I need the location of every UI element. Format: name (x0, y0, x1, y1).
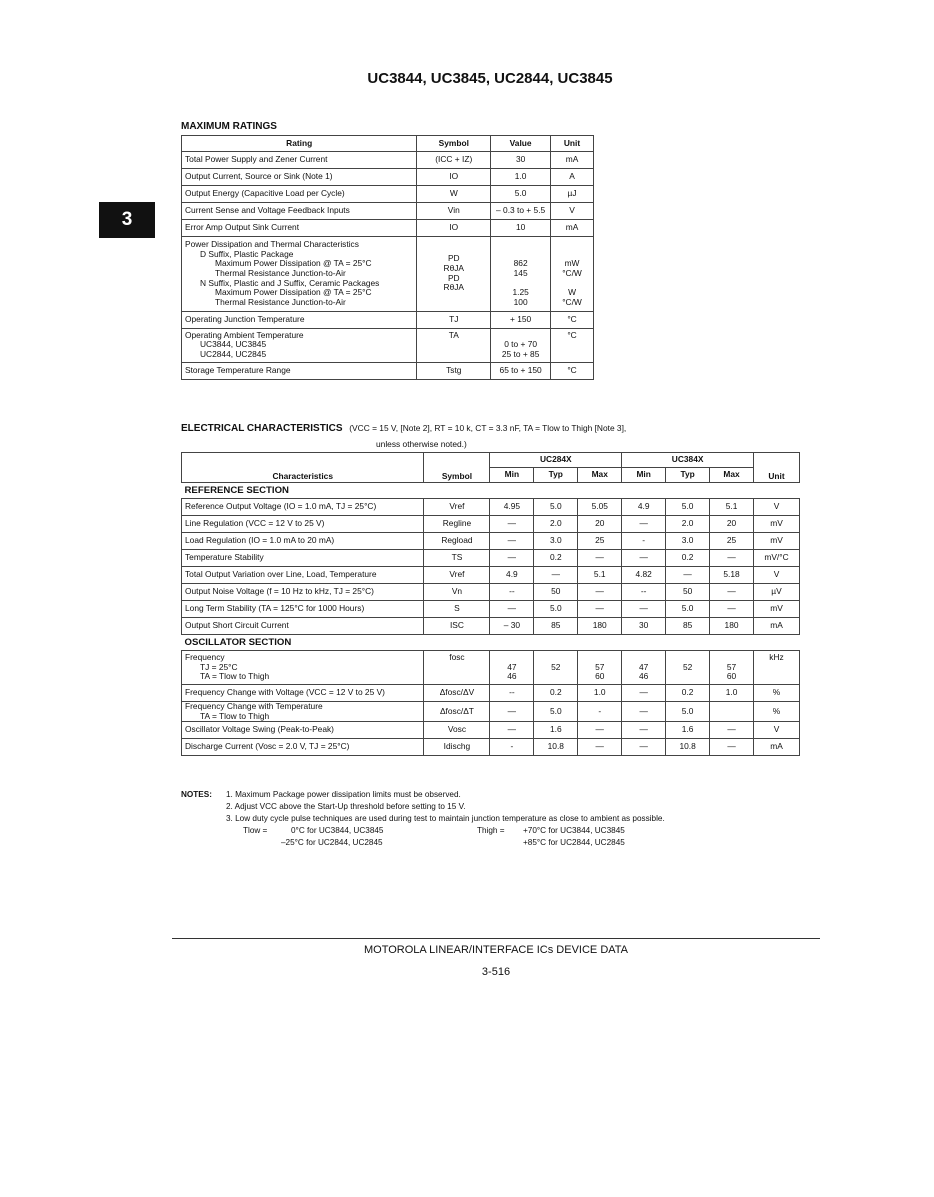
value-cell: 862 145 1.25 100 (491, 237, 551, 312)
value-cell: 30 (491, 152, 551, 169)
value-cell: — (710, 739, 754, 756)
rating-cell: Error Amp Output Sink Current (182, 220, 417, 237)
value-cell: — (490, 533, 534, 550)
unit-cell: % (754, 701, 800, 721)
note-2: 2. Adjust VCC above the Start-Up threshold before setting to 15 V. (226, 802, 466, 811)
value-cell: 85 (666, 618, 710, 635)
rating-cell: Power Dissipation and Thermal Characteristics D Suffix, Plastic Package Maximum Power Dissipation @ TA = 25°C Thermal Resistance Junction-to-Air N Suffix, Plastic and J Suffix, Ceramic Packages Maximum Power Dissipation @ TA = 25°C Thermal Resistance Junction-to-Air (182, 237, 417, 312)
unit-cell: mA (551, 220, 594, 237)
table-row (182, 203, 594, 220)
value-cell: 25 (578, 533, 622, 550)
value-cell: 5.0 (534, 499, 578, 516)
table-row (182, 567, 800, 584)
char-cell: Discharge Current (Vosc = 2.0 V, TJ = 25°C) (182, 739, 424, 756)
value-cell: 2.0 (666, 516, 710, 533)
notes-label: NOTES: (181, 790, 212, 799)
symbol-cell: Regload (424, 533, 490, 550)
value-cell: 5.0 (666, 499, 710, 516)
value-cell: - (578, 701, 622, 721)
unit-cell: °C (551, 328, 594, 362)
max-ratings-table (181, 135, 594, 380)
value-cell: 5.0 (666, 701, 710, 721)
footer-rule (172, 938, 820, 939)
col-header: Typ (666, 468, 710, 483)
value-cell: — (622, 601, 666, 618)
table-row (182, 169, 594, 186)
unit-cell: µJ (551, 186, 594, 203)
unit-cell: mA (754, 618, 800, 635)
value-cell: -- (490, 684, 534, 701)
char-cell: Frequency Change with Voltage (VCC = 12 V to 25 V) (182, 684, 424, 701)
table-row (182, 722, 800, 739)
symbol-cell: Δfosc/ΔV (424, 684, 490, 701)
value-cell: 20 (710, 516, 754, 533)
value-cell: 1.0 (578, 684, 622, 701)
value-cell: 52 (534, 651, 578, 685)
table-header-row (182, 136, 594, 152)
table-row (182, 311, 594, 328)
table-row (182, 618, 800, 635)
table-row (182, 533, 800, 550)
symbol-cell: TA (417, 328, 491, 362)
section-row (182, 483, 800, 499)
symbol-cell: Tstg (417, 362, 491, 379)
value-cell: 57 60 (710, 651, 754, 685)
table-row (182, 152, 594, 169)
symbol-cell: Δfosc/ΔT (424, 701, 490, 721)
char-cell: Output Noise Voltage (f = 10 Hz to kHz, TJ = 25°C) (182, 584, 424, 601)
oscillator-section-label: OSCILLATOR SECTION (182, 635, 800, 651)
table-row-frequency (182, 651, 800, 685)
value-cell: 47 46 (622, 651, 666, 685)
value-cell: — (490, 601, 534, 618)
page-number: 3-516 (481, 966, 511, 978)
value-cell: 4.82 (622, 567, 666, 584)
unit-cell: mA (551, 152, 594, 169)
page-title: UC3844, UC3845, UC2844, UC3845 (367, 70, 613, 87)
value-cell: 5.0 (534, 601, 578, 618)
symbol-cell: Regline (424, 516, 490, 533)
value-cell: — (578, 739, 622, 756)
oscillator-rows (182, 684, 800, 755)
value-cell: — (578, 584, 622, 601)
tlow-line-2: –25°C for UC2844, UC2845 (281, 838, 383, 847)
table-row (182, 550, 800, 567)
value-cell: 5.18 (710, 567, 754, 584)
unit-cell: V (551, 203, 594, 220)
unit-cell: V (754, 567, 800, 584)
table-row-ambient (182, 328, 594, 362)
value-cell: 0.2 (534, 550, 578, 567)
value-cell: + 150 (491, 311, 551, 328)
value-cell: 4.95 (490, 499, 534, 516)
char-cell: Temperature Stability (182, 550, 424, 567)
symbol-cell: IO (417, 220, 491, 237)
max-ratings-heading: MAXIMUM RATINGS (181, 121, 277, 132)
rating-cell: Storage Temperature Range (182, 362, 417, 379)
value-cell: 4.9 (490, 567, 534, 584)
char-cell: Oscillator Voltage Swing (Peak-to-Peak) (182, 722, 424, 739)
value-cell: - (490, 739, 534, 756)
value-cell: 10.8 (666, 739, 710, 756)
symbol-cell: fosc (424, 651, 490, 685)
char-cell: Reference Output Voltage (IO = 1.0 mA, TJ = 25°C) (182, 499, 424, 516)
reference-section-label: REFERENCE SECTION (182, 483, 800, 499)
note-3: 3. Low duty cycle pulse techniques are used during test to maintain junction temperature as close to ambient as possible. (226, 814, 665, 823)
col-header: Min (490, 468, 534, 483)
unit-cell: °C (551, 311, 594, 328)
unit-cell: µV (754, 584, 800, 601)
table-row (182, 499, 800, 516)
section-row (182, 635, 800, 651)
table-row (182, 220, 594, 237)
unit-cell: A (551, 169, 594, 186)
note-1: 1. Maximum Package power dissipation limits must be observed. (226, 790, 461, 799)
unit-cell: mA (754, 739, 800, 756)
value-cell: — (622, 684, 666, 701)
col-header: Unit (551, 136, 594, 152)
value-cell: 10 (491, 220, 551, 237)
value-cell: 30 (622, 618, 666, 635)
value-cell: 180 (710, 618, 754, 635)
value-cell: 4.9 (622, 499, 666, 516)
unit-cell: mV (754, 533, 800, 550)
value-cell: — (578, 722, 622, 739)
value-cell: 5.0 (534, 701, 578, 721)
value-cell: 57 60 (578, 651, 622, 685)
value-cell: 50 (666, 584, 710, 601)
thigh-label: Thigh = (477, 826, 505, 835)
value-cell: — (622, 739, 666, 756)
symbol-cell: IO (417, 169, 491, 186)
unit-cell: mV/°C (754, 550, 800, 567)
table-row-power (182, 237, 594, 312)
symbol-cell: TJ (417, 311, 491, 328)
rating-cell: Total Power Supply and Zener Current (182, 152, 417, 169)
value-cell: 52 (666, 651, 710, 685)
unit-cell: °C (551, 362, 594, 379)
col-header: Max (578, 468, 622, 483)
symbol-cell: S (424, 601, 490, 618)
value-cell: 0 to + 70 25 to + 85 (491, 328, 551, 362)
col-header: Symbol (417, 136, 491, 152)
table-row (182, 584, 800, 601)
symbol-cell: ISC (424, 618, 490, 635)
table-row (182, 701, 800, 721)
elec-heading: ELECTRICAL CHARACTERISTICS (VCC = 15 V, [Note 2], RT = 10 k, CT = 3.3 nF, TA = Tlow to Thigh [Note 3], (181, 423, 627, 434)
char-cell: Line Regulation (VCC = 12 V to 25 V) (182, 516, 424, 533)
electrical-characteristics-table (181, 452, 800, 756)
unit-cell: % (754, 684, 800, 701)
value-cell: -- (622, 584, 666, 601)
value-cell: 47 46 (490, 651, 534, 685)
symbol-cell: Vn (424, 584, 490, 601)
tlow-line-1: 0°C for UC3844, UC3845 (291, 826, 384, 835)
section-tab: 3 (99, 202, 155, 238)
value-cell: 5.1 (578, 567, 622, 584)
unit-cell: mV (754, 516, 800, 533)
symbol-cell: Idischg (424, 739, 490, 756)
rating-cell: Operating Ambient Temperature UC3844, UC3845 UC2844, UC2845 (182, 328, 417, 362)
value-cell: 85 (534, 618, 578, 635)
value-cell: 65 to + 150 (491, 362, 551, 379)
unit-cell: V (754, 722, 800, 739)
char-cell: Load Regulation (IO = 1.0 mA to 20 mA) (182, 533, 424, 550)
elec-conditions-cont: unless otherwise noted.) (376, 439, 467, 449)
table-row (182, 362, 594, 379)
table-row (182, 186, 594, 203)
value-cell: — (622, 701, 666, 721)
col-header: Unit (754, 453, 800, 483)
unit-cell: kHz (754, 651, 800, 685)
col-header: Typ (534, 468, 578, 483)
value-cell: 5.0 (666, 601, 710, 618)
value-cell: 3.0 (666, 533, 710, 550)
value-cell: 5.1 (710, 499, 754, 516)
value-cell: — (710, 601, 754, 618)
char-cell: Total Output Variation over Line, Load, Temperature (182, 567, 424, 584)
unit-cell: mW °C/W W °C/W (551, 237, 594, 312)
char-cell: Long Term Stability (TA = 125°C for 1000 Hours) (182, 601, 424, 618)
value-cell: 5.0 (491, 186, 551, 203)
reference-rows (182, 499, 800, 635)
symbol-cell: Vin (417, 203, 491, 220)
unit-cell: mV (754, 601, 800, 618)
value-cell: — (578, 550, 622, 567)
col-header: Symbol (424, 453, 490, 483)
char-cell: Output Short Circuit Current (182, 618, 424, 635)
value-cell: 1.6 (666, 722, 710, 739)
symbol-cell: TS (424, 550, 490, 567)
value-cell: — (622, 722, 666, 739)
value-cell: — (490, 550, 534, 567)
symbol-cell: PD RθJA PD RθJA (417, 237, 491, 312)
value-cell: — (622, 550, 666, 567)
col-header: Value (491, 136, 551, 152)
value-cell: — (710, 722, 754, 739)
value-cell: 1.6 (534, 722, 578, 739)
symbol-cell: Vosc (424, 722, 490, 739)
value-cell: 0.2 (666, 684, 710, 701)
value-cell: 1.0 (710, 684, 754, 701)
value-cell: 10.8 (534, 739, 578, 756)
symbol-cell: Vref (424, 567, 490, 584)
group-header-row (182, 453, 800, 468)
value-cell: — (710, 584, 754, 601)
group-header-uc284x: UC284X (490, 453, 622, 468)
col-header: Max (710, 468, 754, 483)
thigh-line-1: +70°C for UC3844, UC3845 (523, 826, 625, 835)
table-row (182, 739, 800, 756)
value-cell: 180 (578, 618, 622, 635)
col-header: Rating (182, 136, 417, 152)
value-cell: - (622, 533, 666, 550)
value-cell: 25 (710, 533, 754, 550)
col-header: Characteristics (182, 453, 424, 483)
col-header: Min (622, 468, 666, 483)
value-cell: 5.05 (578, 499, 622, 516)
thigh-line-2: +85°C for UC2844, UC2845 (523, 838, 625, 847)
value-cell: — (622, 516, 666, 533)
rating-cell: Operating Junction Temperature (182, 311, 417, 328)
rating-cell: Current Sense and Voltage Feedback Inputs (182, 203, 417, 220)
value-cell: -- (490, 584, 534, 601)
symbol-cell: Vref (424, 499, 490, 516)
value-cell: 2.0 (534, 516, 578, 533)
rating-cell: Output Current, Source or Sink (Note 1) (182, 169, 417, 186)
value-cell: — (666, 567, 710, 584)
value-cell: 1.0 (491, 169, 551, 186)
table-row (182, 516, 800, 533)
value-cell: — (490, 722, 534, 739)
value-cell: 0.2 (666, 550, 710, 567)
value-cell: 3.0 (534, 533, 578, 550)
footer-title: MOTOROLA LINEAR/INTERFACE ICs DEVICE DATA (363, 944, 629, 956)
symbol-cell: (ICC + IZ) (417, 152, 491, 169)
value-cell (710, 701, 754, 721)
char-cell: Frequency TJ = 25°C TA = Tlow to Thigh (182, 651, 424, 685)
value-cell: — (578, 601, 622, 618)
table-row (182, 601, 800, 618)
value-cell: — (490, 701, 534, 721)
table-row (182, 684, 800, 701)
value-cell: – 30 (490, 618, 534, 635)
value-cell: — (710, 550, 754, 567)
value-cell: 50 (534, 584, 578, 601)
symbol-cell: W (417, 186, 491, 203)
value-cell: 20 (578, 516, 622, 533)
group-header-uc384x: UC384X (622, 453, 754, 468)
value-cell: — (490, 516, 534, 533)
value-cell: — (534, 567, 578, 584)
unit-cell: V (754, 499, 800, 516)
value-cell: 0.2 (534, 684, 578, 701)
char-cell: Frequency Change with Temperature TA = Tlow to Thigh (182, 701, 424, 721)
value-cell: – 0.3 to + 5.5 (491, 203, 551, 220)
rating-cell: Output Energy (Capacitive Load per Cycle) (182, 186, 417, 203)
tlow-label: Tlow = (243, 826, 268, 835)
